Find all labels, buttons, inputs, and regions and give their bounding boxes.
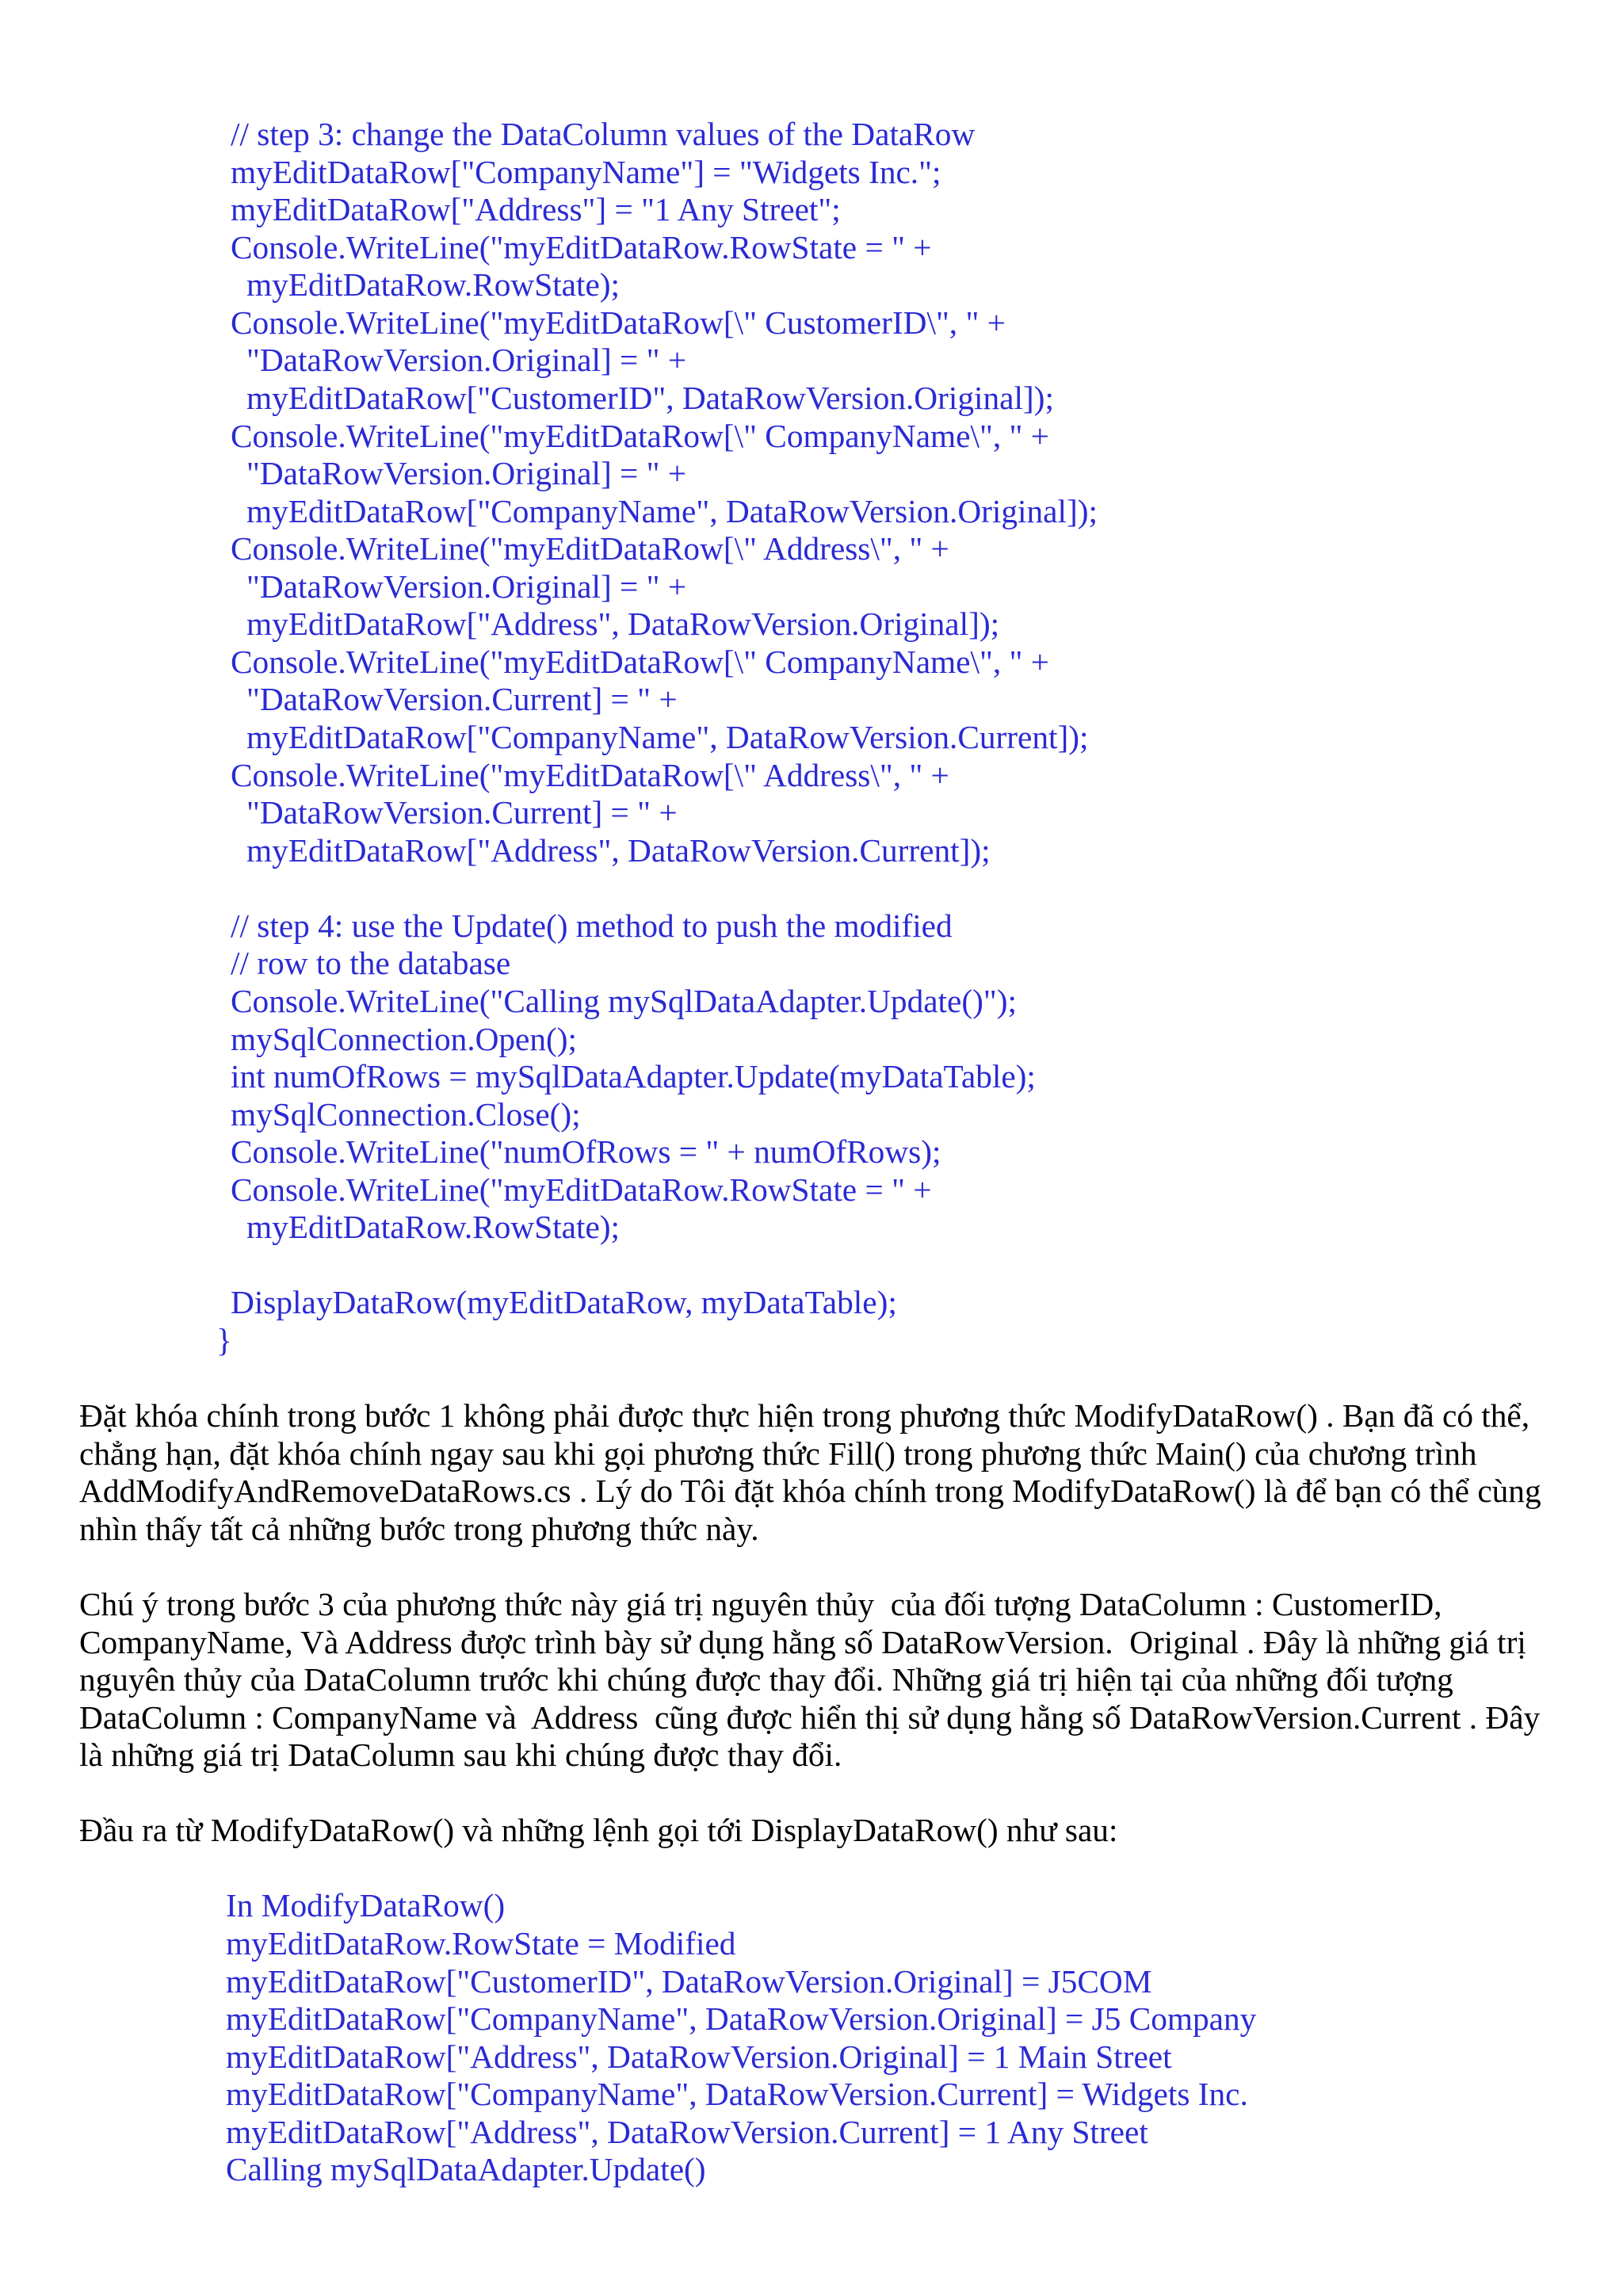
- line-spacer: [0, 1548, 1623, 1586]
- code-line: myEditDataRow["Address", DataRowVersion.Original]);: [246, 606, 1000, 643]
- console-output-block: [0, 1887, 1623, 2189]
- paragraph-line: là những giá trị DataColumn sau khi chúng được thay đổi.: [79, 1736, 842, 1774]
- code-comment: // row to the database: [231, 945, 511, 982]
- code-line: mySqlConnection.Open();: [231, 1020, 578, 1057]
- output-line: myEditDataRow.RowState = Modified: [226, 1925, 736, 1962]
- code-line: Console.WriteLine("myEditDataRow.RowState = " +: [231, 228, 932, 266]
- code-block: [0, 116, 1623, 1360]
- code-comment: // step 4: use the Update() method to push the modified: [231, 907, 953, 944]
- document-page: [0, 116, 1623, 2189]
- code-line: myEditDataRow["Address", DataRowVersion.Current]);: [246, 831, 991, 869]
- closing-brace: }: [216, 1322, 232, 1358]
- code-comment: // step 3: change the DataColumn values of the DataRow: [231, 116, 976, 152]
- code-line: "DataRowVersion.Current] = " +: [246, 681, 678, 718]
- output-line: myEditDataRow["Address", DataRowVersion.Current] = 1 Any Street: [226, 2113, 1148, 2150]
- paragraph-line: Đầu ra từ ModifyDataRow() và những lệnh gọi tới DisplayDataRow() như sau:: [79, 1812, 1118, 1849]
- paragraph-line: Đặt khóa chính trong bước 1 không phải được thực hiện trong phương thức ModifyDataRow() . Bạn đã có thể,: [79, 1397, 1530, 1435]
- code-line: Console.WriteLine("myEditDataRow[\" Address\", " +: [231, 756, 949, 793]
- paragraph-line: nguyên thủy của DataColumn trước khi chúng được thay đổi. Những giá trị hiện tại của những đối tượng: [79, 1661, 1453, 1698]
- code-line: DisplayDataRow(myEditDataRow, myDataTable);: [231, 1284, 897, 1321]
- output-line: In ModifyDataRow(): [226, 1887, 506, 1924]
- code-line: Console.WriteLine("Calling mySqlDataAdapter.Update()");: [231, 982, 1017, 1019]
- code-line: myEditDataRow["CompanyName", DataRowVersion.Current]);: [246, 719, 1089, 755]
- code-line: myEditDataRow.RowState);: [246, 266, 621, 304]
- paragraph-line: AddModifyAndRemoveDataRows.cs . Lý do Tôi đặt khóa chính trong ModifyDataRow() là để bạn có thể cùng: [79, 1473, 1541, 1510]
- line-spacer: [0, 1775, 1623, 1813]
- code-line: myEditDataRow["CompanyName", DataRowVersion.Original]);: [246, 492, 1098, 529]
- paragraph: [0, 1812, 1623, 1850]
- code-line: Console.WriteLine("myEditDataRow.RowState = " +: [231, 1171, 932, 1208]
- output-line: myEditDataRow["CustomerID", DataRowVersion.Original] = J5COM: [226, 1962, 1152, 2000]
- code-line: "DataRowVersion.Original] = " +: [246, 567, 687, 605]
- output-line: Calling mySqlDataAdapter.Update(): [226, 2151, 706, 2188]
- code-line: Console.WriteLine("myEditDataRow[\" CompanyName\", " +: [231, 417, 1049, 454]
- code-line: int numOfRows = mySqlDataAdapter.Update(myDataTable);: [231, 1058, 1036, 1095]
- paragraph-line: nhìn thấy tất cả những bước trong phương thức này.: [79, 1510, 759, 1547]
- line-spacer: [0, 1360, 1623, 1398]
- output-line: myEditDataRow["Address", DataRowVersion.Original] = 1 Main Street: [226, 2038, 1172, 2075]
- code-line: Console.WriteLine("myEditDataRow[\" CompanyName\", " +: [231, 643, 1049, 680]
- code-line: myEditDataRow["CustomerID", DataRowVersion.Original]);: [246, 379, 1054, 416]
- code-line: myEditDataRow.RowState);: [246, 1209, 621, 1246]
- code-line: "DataRowVersion.Original] = " +: [246, 342, 687, 379]
- paragraph-line: CompanyName, Và Address được trình bày sử dụng hằng số DataRowVersion. Original . Đây là những giá trị: [79, 1623, 1526, 1660]
- code-line: Console.WriteLine("numOfRows = " + numOfRows);: [231, 1133, 941, 1171]
- code-line: myEditDataRow["CompanyName"] = "Widgets Inc.";: [231, 153, 941, 190]
- line-spacer: [0, 869, 1623, 907]
- paragraph: [0, 1397, 1623, 1548]
- code-line: Console.WriteLine("myEditDataRow[\" Address\", " +: [231, 530, 949, 567]
- paragraph-line: DataColumn : CompanyName và Address cũng được hiển thị sử dụng hằng số DataRowVersion.Current . Đây: [79, 1698, 1541, 1736]
- code-line: Console.WriteLine("myEditDataRow[\" CustomerID\", " +: [231, 304, 1006, 341]
- line-spacer: [0, 1247, 1623, 1285]
- output-line: myEditDataRow["CompanyName", DataRowVersion.Original] = J5 Company: [226, 2000, 1257, 2038]
- code-line: myEditDataRow["Address"] = "1 Any Street";: [231, 191, 841, 228]
- paragraph: [0, 1586, 1623, 1775]
- paragraph-line: Chú ý trong bước 3 của phương thức này giá trị nguyên thủy của đối tượng DataColumn : CustomerID,: [79, 1585, 1442, 1622]
- paragraph-line: chẳng hạn, đặt khóa chính ngay sau khi gọi phương thức Fill() trong phương thức Main() của chương trình: [79, 1435, 1477, 1472]
- code-line: "DataRowVersion.Original] = " +: [246, 455, 687, 492]
- code-line: "DataRowVersion.Current] = " +: [246, 794, 678, 831]
- line-spacer: [0, 1850, 1623, 1888]
- output-line: myEditDataRow["CompanyName", DataRowVersion.Current] = Widgets Inc.: [226, 2076, 1248, 2113]
- code-line: mySqlConnection.Close();: [231, 1095, 581, 1133]
